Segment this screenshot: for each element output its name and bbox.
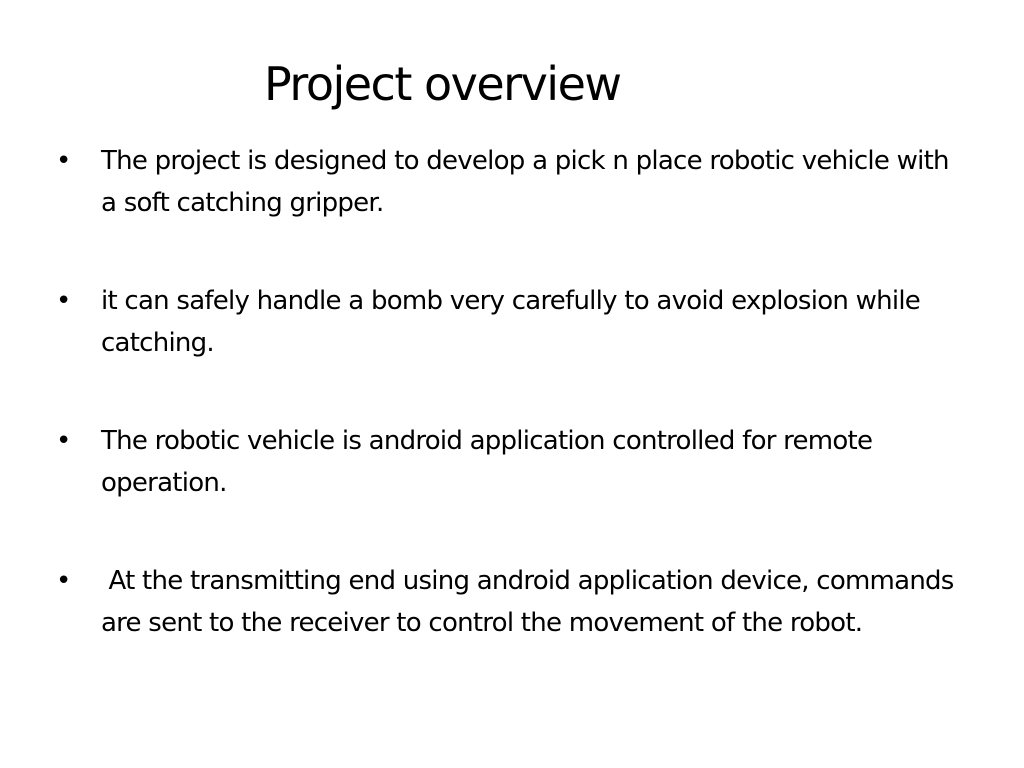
bullet-icon: •	[56, 286, 71, 316]
bullet-item-1	[56, 140, 956, 224]
bullet-text-4: At the transmitting end using android application device, commands are sent to the receiver to control the movement of the robot.	[101, 566, 962, 638]
bullet-item-2	[56, 280, 956, 364]
bullet-text-3: The robotic vehicle is android application controlled for remote operation.	[101, 426, 880, 498]
bullet-icon: •	[56, 146, 71, 176]
bullet-item-4	[56, 560, 962, 644]
bullet-text-2: it can safely handle a bomb very carefully to avoid explosion while catching.	[101, 286, 928, 358]
bullet-icon: •	[56, 426, 71, 456]
bullet-list	[56, 140, 962, 644]
bullet-icon: •	[56, 566, 71, 596]
bullet-text-1: The project is designed to develop a pick n place robotic vehicle with a soft catching gripper.	[101, 146, 957, 218]
slide-title: Project overview	[264, 57, 621, 111]
bullet-item-3	[56, 420, 956, 504]
